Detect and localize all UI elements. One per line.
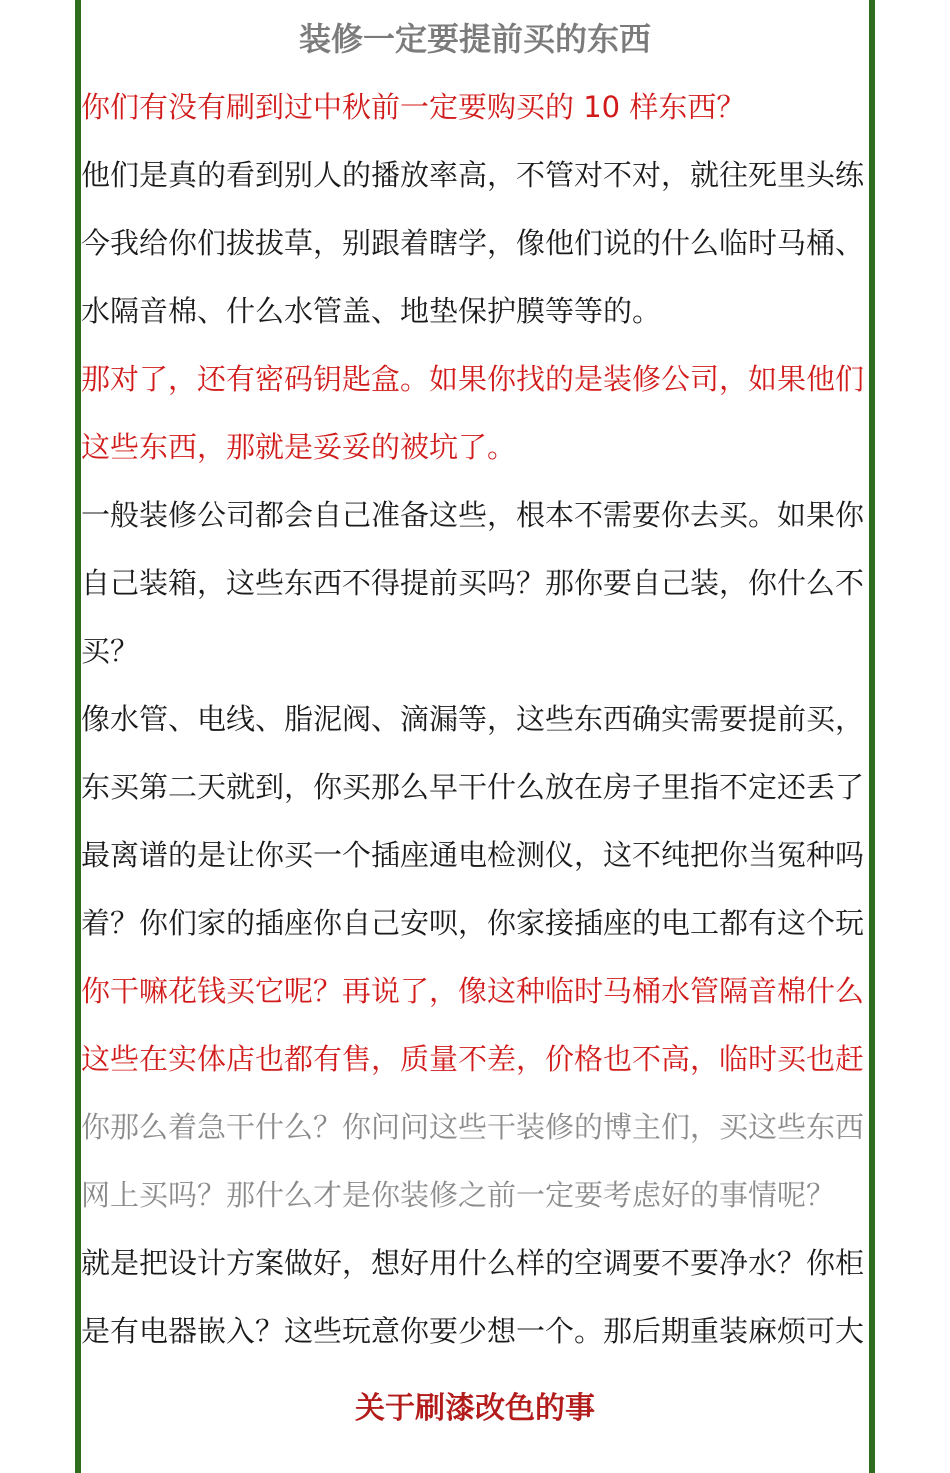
text-line: 你干嘛花钱买它呢？再说了，像这种临时马桶水管隔音棉什么 [81, 974, 865, 1008]
text-line: 像水管、电线、脂泥阀、滴漏等，这些东西确实需要提前买， [81, 702, 865, 736]
text-line: 这些东西，那就是妥妥的被坑了。 [81, 430, 517, 464]
text-line: 着？你们家的插座你自己安呗，你家接插座的电工都有这个玩 [81, 906, 865, 940]
text-line: 今我给你们拔拔草，别跟着瞎学，像他们说的什么临时马桶、 [81, 226, 865, 260]
text-line: 就是把设计方案做好，想好用什么样的空调要不要净水？你柜 [81, 1246, 865, 1280]
article-content [81, 0, 869, 1473]
text-line: 那对了，还有密码钥匙盒。如果你找的是装修公司，如果他们 [81, 362, 865, 396]
text-line: 网上买吗？那什么才是你装修之前一定要考虑好的事情呢？ [81, 1178, 836, 1212]
article-body [81, 73, 869, 1365]
text-line: 这些在实体店也都有售，质量不差，价格也不高，临时买也赶 [81, 1042, 865, 1076]
article-title: 装修一定要提前买的东西 [298, 20, 651, 58]
text-line: 你们有没有刷到过中秋前一定要购买的 10 样东西？ [81, 90, 746, 124]
text-line: 自己装箱，这些东西不得提前买吗？那你要自己装，你什么不 [81, 566, 865, 600]
text-line: 是有电器嵌入？这些玩意你要少想一个。那后期重装麻烦可大 [81, 1314, 865, 1348]
text-line: 最离谱的是让你买一个插座通电检测仪，这不纯把你当冤种吗 [81, 838, 865, 872]
text-line: 买？ [81, 634, 140, 668]
text-line: 东买第二天就到，你买那么早干什么放在房子里指不定还丢了 [81, 770, 865, 804]
text-line: 他们是真的看到别人的播放率高，不管对不对，就往死里头练 [81, 158, 865, 192]
next-section-title: 关于刷漆改色的事 [355, 1391, 595, 1426]
text-line: 一般装修公司都会自己准备这些，根本不需要你去买。如果你 [81, 498, 865, 532]
text-line: 你那么着急干什么？你问问这些干装修的博主们，买这些东西 [81, 1110, 865, 1144]
text-line: 水隔音棉、什么水管盖、地垫保护膜等等的。 [81, 294, 662, 328]
right-green-border [869, 0, 875, 1473]
